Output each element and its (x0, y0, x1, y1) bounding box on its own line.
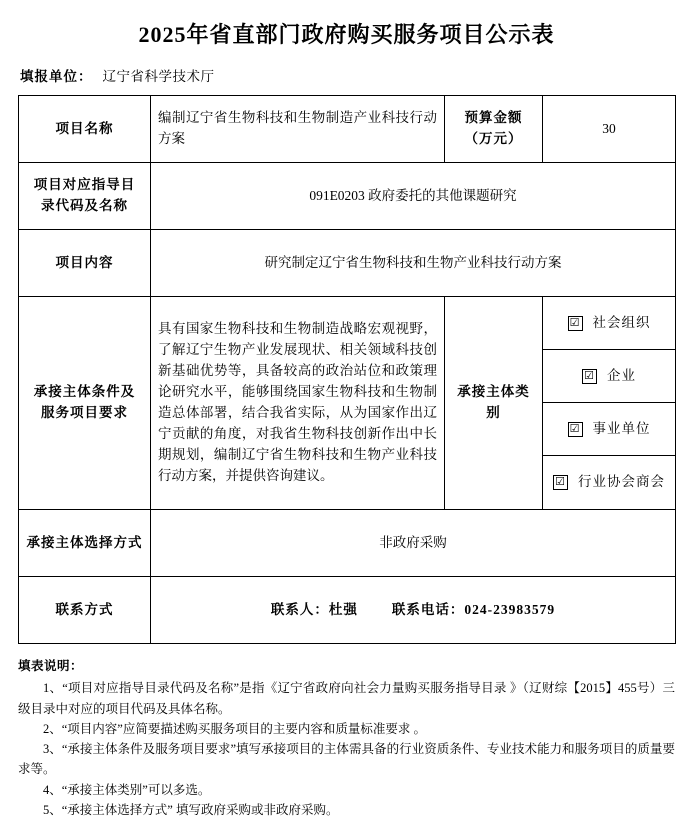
budget-label-line1: 预算金额 (464, 110, 523, 126)
budget-label-line2: （万元） (464, 131, 523, 146)
requirement-label-line1: 承接主体条件及 (33, 384, 136, 400)
budget-label (445, 96, 543, 163)
note-item: 3、“承接主体条件及服务项目要求”填写承接项目的主体需具备的行业资质条件、专业技术能力和服务项目的质量要求等。 (18, 742, 675, 777)
project-disclosure-table (18, 95, 676, 644)
catalog-label (19, 163, 151, 230)
requirement-value: 具有国家生物科技和生物制造战略宏观视野，了解辽宁生物产业发展现状、相关领域科技创新基础优势等，具备较高的政治站位和政策理论研究水平，能够围绕国家生物科技和生物制造总体部署，结合我省实际，从为国家作出辽宁贡献的角度，对我省生物科技创新作出中长期规划，编制辽宁省生物科技和生物产业科技行动方案，并提供咨询建议。 (151, 297, 445, 510)
table-row-selection-method (19, 510, 676, 577)
subject-type-label: 承接主体类别 (445, 297, 543, 510)
form-notes (18, 656, 675, 820)
checkbox-icon[interactable]: ☑ (568, 316, 583, 331)
document-page (0, 18, 693, 817)
table-row-content (19, 230, 676, 297)
contact-person: 联系人：杜强 (270, 601, 358, 617)
checkbox-icon[interactable]: ☑ (553, 475, 568, 490)
note-item: 5、“承接主体选择方式” 填写政府采购或非政府采购。 (43, 802, 339, 817)
note-item: 1、“项目对应指导目录代码及名称”是指《辽宁省政府向社会力量购买服务指导目录 》（辽财综【2015】455号）三级目录中对应的项目代码及具体名称。 (18, 681, 675, 716)
budget-value: 30 (543, 96, 676, 163)
project-name-value: 编制辽宁省生物科技和生物制造产业科技行动方案 (151, 96, 445, 163)
contact-phone: 联系电话：024-23983579 (391, 601, 556, 617)
subject-type-option-social-org[interactable] (543, 297, 675, 350)
note-item: 2、“项目内容”应简要描述购买服务项目的主要内容和质量标准要求 。 (43, 721, 426, 736)
subject-type-option-label: 事业单位 (592, 420, 651, 436)
content-value: 研究制定辽宁省生物科技和生物产业科技行动方案 (151, 230, 676, 297)
catalog-value: 091E0203 政府委托的其他课题研究 (151, 163, 676, 230)
subject-type-option-label: 企业 (607, 367, 636, 383)
reporting-unit-value: 辽宁省科学技术厅 (102, 69, 215, 84)
reporting-unit (20, 65, 675, 85)
checkbox-icon[interactable]: ☑ (568, 422, 583, 437)
contact-value (151, 577, 676, 644)
content-label: 项目内容 (19, 230, 151, 297)
catalog-label-line1: 项目对应指导目 (33, 177, 136, 193)
subject-type-option-label: 社会组织 (592, 314, 651, 330)
requirement-label-line2: 服务项目要求 (41, 405, 128, 420)
notes-title: 填表说明： (18, 659, 84, 673)
reporting-unit-label: 填报单位： (20, 69, 93, 84)
catalog-label-line2: 录代码及名称 (41, 198, 128, 213)
table-row-catalog (19, 163, 676, 230)
note-item: 4、“承接主体类别”可以多选。 (43, 782, 211, 797)
contact-label: 联系方式 (19, 577, 151, 644)
selection-method-value: 非政府采购 (151, 510, 676, 577)
subject-type-option-industry-association[interactable] (543, 456, 675, 509)
table-row-contact (19, 577, 676, 644)
page-title: 2025年省直部门政府购买服务项目公示表 (138, 22, 555, 47)
table-row-project-name (19, 96, 676, 163)
subject-type-option-enterprise[interactable] (543, 350, 675, 403)
table-row-requirement (19, 297, 676, 510)
subject-type-option-public-institution[interactable] (543, 403, 675, 456)
requirement-label (19, 297, 151, 510)
subject-type-option-label: 行业协会商会 (578, 474, 665, 490)
project-name-label: 项目名称 (19, 96, 151, 163)
subject-type-options (543, 297, 676, 510)
selection-method-label: 承接主体选择方式 (19, 510, 151, 577)
checkbox-icon[interactable]: ☑ (582, 369, 597, 384)
